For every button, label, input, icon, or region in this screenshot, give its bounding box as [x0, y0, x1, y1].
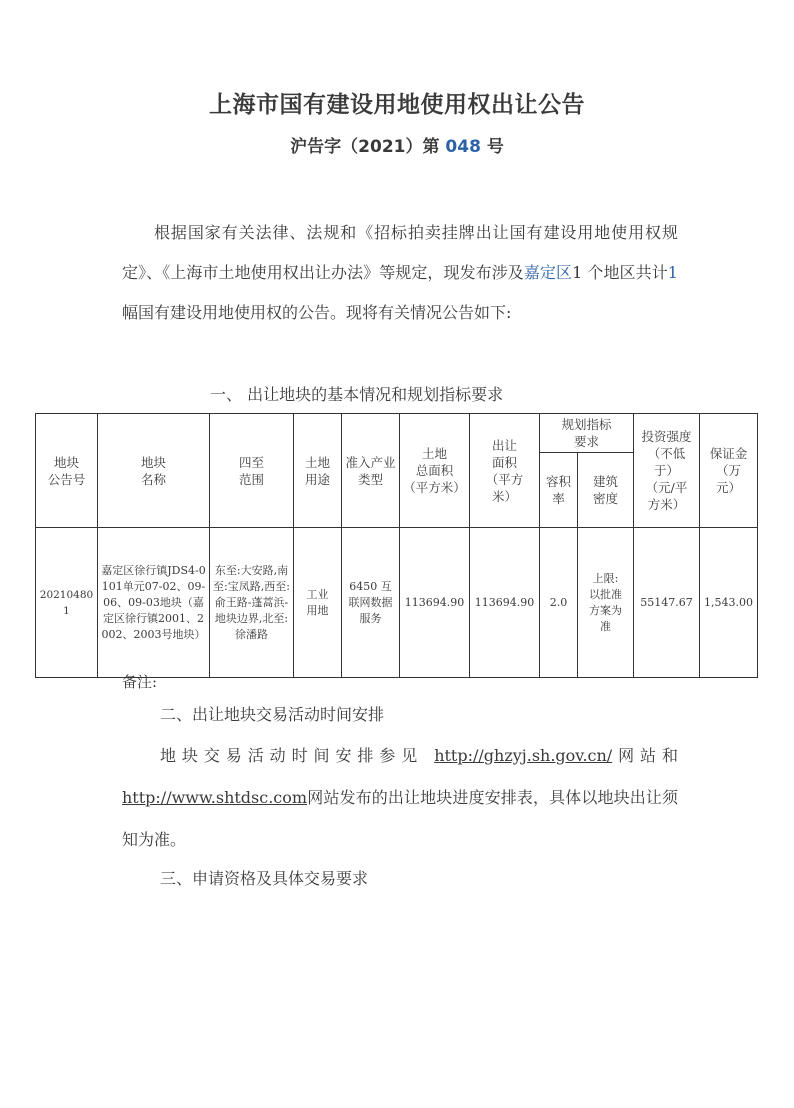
header-investment — [634, 414, 700, 528]
intro-text-3: 幅国有建设用地使用权的公告。现将有关情况公告如下: — [122, 303, 512, 322]
header-boundaries — [210, 414, 294, 528]
header-deposit — [700, 414, 758, 528]
cell-name: 嘉定区徐行镇JDS4-0101单元07-02、09-06、09-03地块（嘉定区徐行镇2001、2002、2003号地块） — [98, 528, 210, 678]
table-row — [36, 528, 758, 678]
intro-paragraph — [122, 213, 678, 333]
section-heading-2: 二、出让地块交易活动时间安排 — [160, 705, 385, 724]
cell-density: 上限: 以批准 方案为 准 — [578, 528, 634, 678]
header-text: 容积率 — [545, 474, 571, 506]
cell-total-area: 113694.90 — [400, 528, 470, 678]
header-density — [578, 453, 634, 528]
cell-investment: 55147.67 — [634, 528, 700, 678]
header-text: 地块 公告号 — [47, 454, 86, 487]
header-text: 准入产业类型 — [345, 454, 396, 487]
header-far — [540, 453, 578, 528]
header-text: 四至 范围 — [238, 454, 264, 487]
header-text: 地块 名称 — [140, 454, 166, 487]
header-text: 投资强度 （不低 于） （元/平 方米） — [641, 429, 692, 512]
doc-number-value: 048 — [445, 137, 481, 157]
header-total-area — [400, 414, 470, 528]
header-planning — [540, 414, 634, 453]
header-text: 土地 总面积 （平方米） — [403, 446, 466, 495]
header-sell-area — [470, 414, 540, 528]
cell-industry: 6450 互联网数据服务 — [342, 528, 400, 678]
header-land-use — [294, 414, 342, 528]
page-title: 上海市国有建设用地使用权出让公告 — [209, 92, 585, 118]
header-text: 出让 面积 （平方 米） — [485, 437, 524, 504]
header-text: 建筑 密度 — [593, 474, 619, 506]
ghzyj-link[interactable]: http://ghzyj.sh.gov.cn/ — [434, 746, 613, 765]
cell-deposit: 1,543.00 — [700, 528, 758, 678]
document-number — [0, 132, 794, 157]
cell-use: 工业 用地 — [294, 528, 342, 678]
section-heading-1: 一、 出让地块的基本情况和规划指标要求 — [210, 385, 504, 404]
cell-sell-area: 113694.90 — [470, 528, 540, 678]
intro-count: 1 — [667, 263, 678, 282]
intro-text-1: 根据国家有关法律、法规和《招标拍卖挂牌出让国有建设用地使用权规定》、《上海市土地使用权出让办法》等规定，现发布涉及 — [122, 223, 678, 282]
activity-text-2: 网站和 — [612, 746, 678, 765]
intro-district: 嘉定区 — [523, 263, 573, 282]
activity-text-3: 网站发布的出让地块进度安排表，具体以地块出让须知为准。 — [122, 788, 678, 849]
activity-paragraph — [122, 735, 678, 861]
intro-text-2: 1 个地区共计 — [572, 263, 668, 282]
header-industry-type — [342, 414, 400, 528]
header-text: 保证金 （万 元） — [709, 446, 748, 495]
cell-far: 2.0 — [540, 528, 578, 678]
header-parcel-name — [98, 414, 210, 528]
cell-bounds: 东至:大安路,南至:宝凤路,西至:俞王路-蓬蒿浜-地块边界,北至:徐潘路 — [210, 528, 294, 678]
header-text: 规划指标 要求 — [561, 417, 612, 449]
table-note: 备注: — [122, 673, 158, 691]
header-parcel-code — [36, 414, 98, 528]
header-text: 土地 用途 — [304, 454, 330, 487]
doc-number-suffix: 号 — [486, 137, 504, 157]
shtdsc-link[interactable]: http://www.shtdsc.com — [122, 788, 308, 807]
activity-text-1: 地块交易活动时间安排参见 — [160, 746, 424, 765]
cell-code: 202104801 — [36, 528, 98, 678]
section-heading-3: 三、申请资格及具体交易要求 — [160, 869, 369, 888]
land-parcel-table — [35, 413, 758, 678]
doc-number-prefix: 沪告字（2021）第 — [290, 137, 440, 157]
